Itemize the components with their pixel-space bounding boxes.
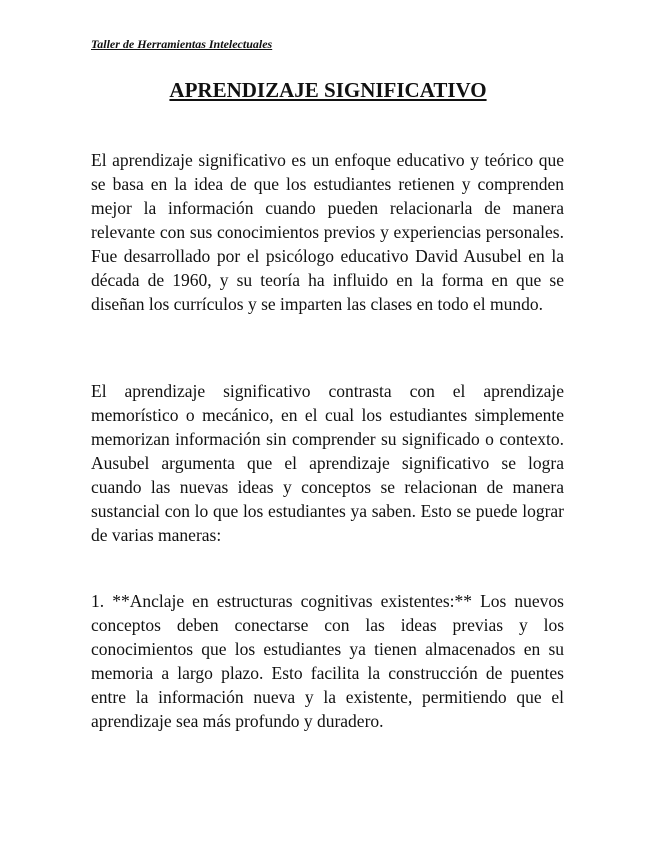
paragraph-contrast: El aprendizaje significativo contrasta con el aprendizaje memorístico o mecánico, en el cual los estudiantes simplemente memorizan información sin comprender su significado o contexto. Ausubel argumenta que el aprendizaje significativo se logra cuando las nuevas ideas y conceptos se relacionan de manera sustancial con lo que los estudiantes ya saben. Esto se puede lograr de varias maneras: (91, 381, 564, 545)
running-header: Taller de Herramientas Intelectuales (91, 37, 273, 51)
page-title: APRENDIZAJE SIGNIFICATIVO (169, 78, 487, 102)
paragraph-introduction: El aprendizaje significativo es un enfoque educativo y teórico que se basa en la idea de que los estudiantes retienen y comprenden mejor la información cuando pueden relacionarla de manera relevante con sus conocimientos previos y experiencias personales. Fue desarrollado por el psicólogo educativo David Ausubel en la década de 1960, y su teoría ha influido en la forma en que se diseñan los currículos y se imparten las clases en todo el mundo. (91, 150, 564, 314)
paragraph-point-1: 1. **Anclaje en estructuras cognitivas existentes:** Los nuevos conceptos deben conectarse con las ideas previas y los conocimientos que los estudiantes ya tienen almacenados en su memoria a largo plazo. Esto facilita la construcción de puentes entre la información nueva y la existente, permitiendo que el aprendizaje sea más profundo y duradero. (91, 591, 564, 731)
